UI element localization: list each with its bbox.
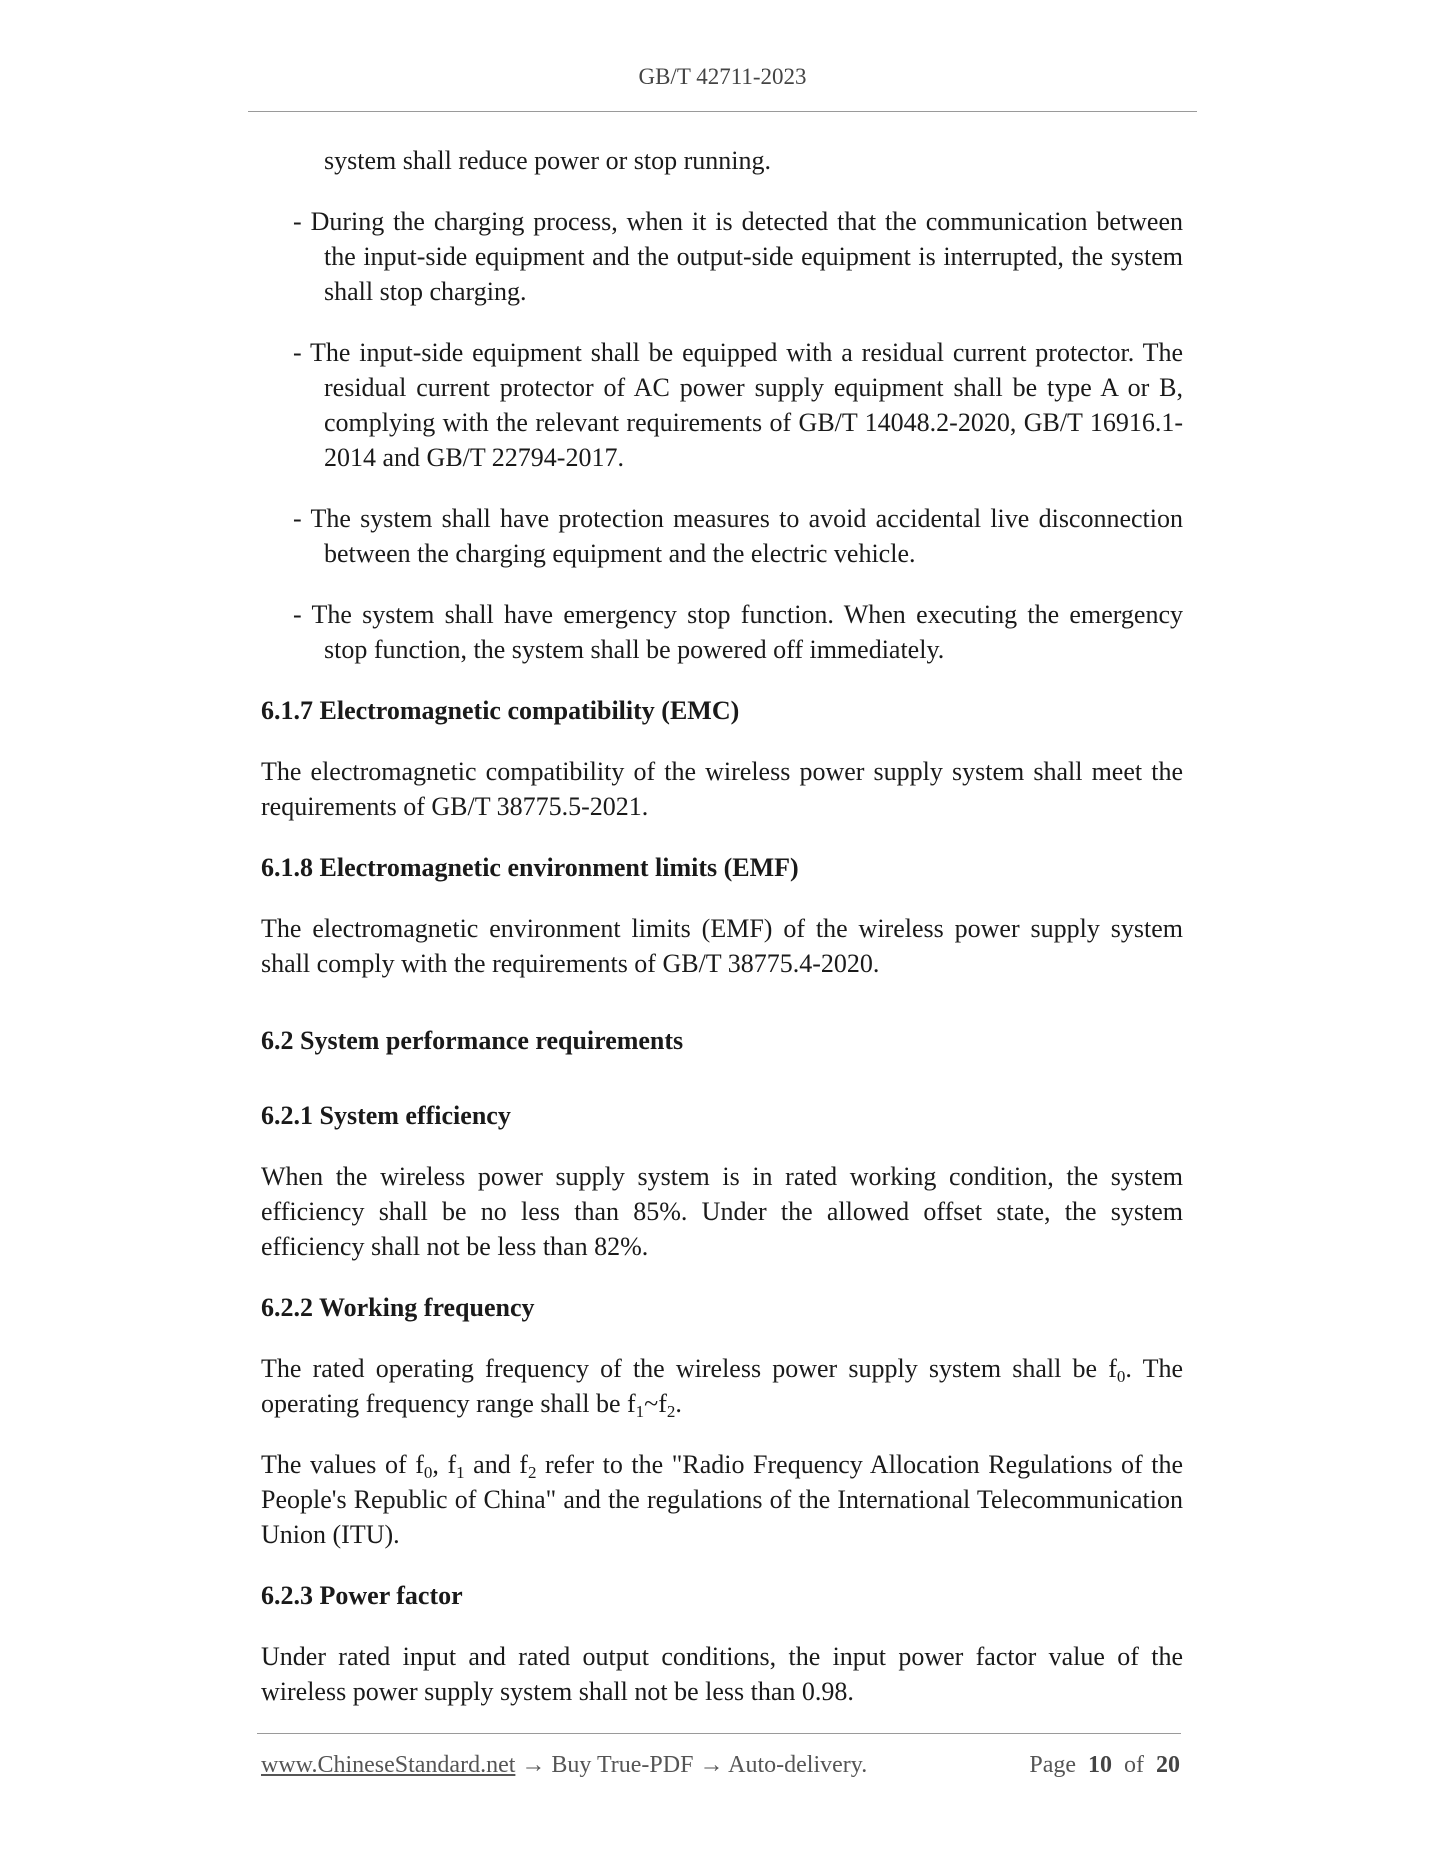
text-run: The values of f xyxy=(261,1450,424,1479)
site-link[interactable]: www.ChineseStandard.net xyxy=(261,1752,516,1778)
subscript: 2 xyxy=(666,1402,676,1421)
section-heading-6-2-2: 6.2.2 Working frequency xyxy=(261,1293,535,1322)
section-heading-6-2: 6.2 System performance requirements xyxy=(261,1026,684,1055)
section-heading-6-2-3: 6.2.3 Power factor xyxy=(261,1581,463,1610)
buy-true-pdf-text: Buy True-PDF xyxy=(551,1752,694,1778)
arrow-icon: → xyxy=(515,1752,552,1778)
paragraph-emf: The electromagnetic environment limits (EMF) of the wireless power supply system shall comply with the requirements of GB/T 38775.4-2020. xyxy=(261,914,1183,978)
paragraph-frequency-values xyxy=(261,1447,1183,1552)
list-item-communication-interrupt: - During the charging process, when it is detected that the communication between the input-side equipment and the output-side equipment is interrupted, the system shall stop charging. xyxy=(293,207,1183,306)
paragraph-rated-frequency xyxy=(261,1351,1183,1421)
text-run: , f xyxy=(432,1450,457,1479)
continued-paragraph: system shall reduce power or stop running. xyxy=(324,146,771,175)
text-run: and f xyxy=(464,1450,528,1479)
subscript: 0 xyxy=(1116,1367,1126,1386)
list-item-residual-current-protector: - The input-side equipment shall be equipped with a residual current protector. The residual current protector of AC power supply equipment shall be type A or B, complying with the relevant requirements of GB/T 14048.2-2020, GB/T 16916.1-2014 and GB/T 22794-2017. xyxy=(293,338,1183,472)
text-run: refer to the "Radio Frequency Allocation Regulations of the People's Republic of China" and the regulations of the International Telecommunication Union (ITU). xyxy=(261,1450,1184,1549)
section-heading-6-2-1: 6.2.1 System efficiency xyxy=(261,1101,511,1130)
page-label: Page xyxy=(1029,1752,1076,1778)
footer-divider xyxy=(257,1733,1181,1734)
page-indicator xyxy=(1029,1752,1180,1779)
section-heading-6-1-7: 6.1.7 Electromagnetic compatibility (EMC) xyxy=(261,696,740,725)
page-content xyxy=(261,143,1183,1735)
auto-delivery-text: Auto-delivery. xyxy=(728,1752,868,1778)
subscript: 2 xyxy=(527,1463,537,1482)
document-id: GB/T 42711-2023 xyxy=(638,64,807,89)
of-label: of xyxy=(1124,1752,1144,1778)
text-run: . The operating frequency range shall be f xyxy=(261,1354,1183,1418)
arrow-icon: → xyxy=(693,1752,729,1778)
paragraph-emc: The electromagnetic compatibility of the wireless power supply system shall meet the requirements of GB/T 38775.5-2021. xyxy=(261,757,1183,821)
list-item-live-disconnection: - The system shall have protection measures to avoid accidental live disconnection between the charging equipment and the electric vehicle. xyxy=(293,504,1183,568)
subscript: 0 xyxy=(423,1463,433,1482)
page-footer xyxy=(261,1752,1180,1779)
section-heading-6-1-8: 6.1.8 Electromagnetic environment limits (EMF) xyxy=(261,853,799,882)
subscript: 1 xyxy=(635,1402,645,1421)
subscript: 1 xyxy=(456,1463,465,1482)
paragraph-power-factor: Under rated input and rated output conditions, the input power factor value of the wireless power supply system shall not be less than 0.98. xyxy=(261,1642,1183,1706)
text-run: ~f xyxy=(644,1389,667,1418)
document-header xyxy=(0,64,1445,90)
paragraph-system-efficiency: When the wireless power supply system is in rated working condition, the system efficiency shall be no less than 85%. Under the allowed offset state, the system efficiency shall not be less than 82%. xyxy=(261,1162,1183,1261)
text-run: The rated operating frequency of the wireless power supply system shall be f xyxy=(261,1354,1117,1383)
list-item-emergency-stop: - The system shall have emergency stop function. When executing the emergency stop function, the system shall be powered off immediately. xyxy=(293,600,1183,664)
text-run: . xyxy=(675,1389,682,1418)
total-pages: 20 xyxy=(1156,1752,1180,1778)
header-divider xyxy=(248,111,1197,112)
page-number: 10 xyxy=(1088,1752,1112,1778)
